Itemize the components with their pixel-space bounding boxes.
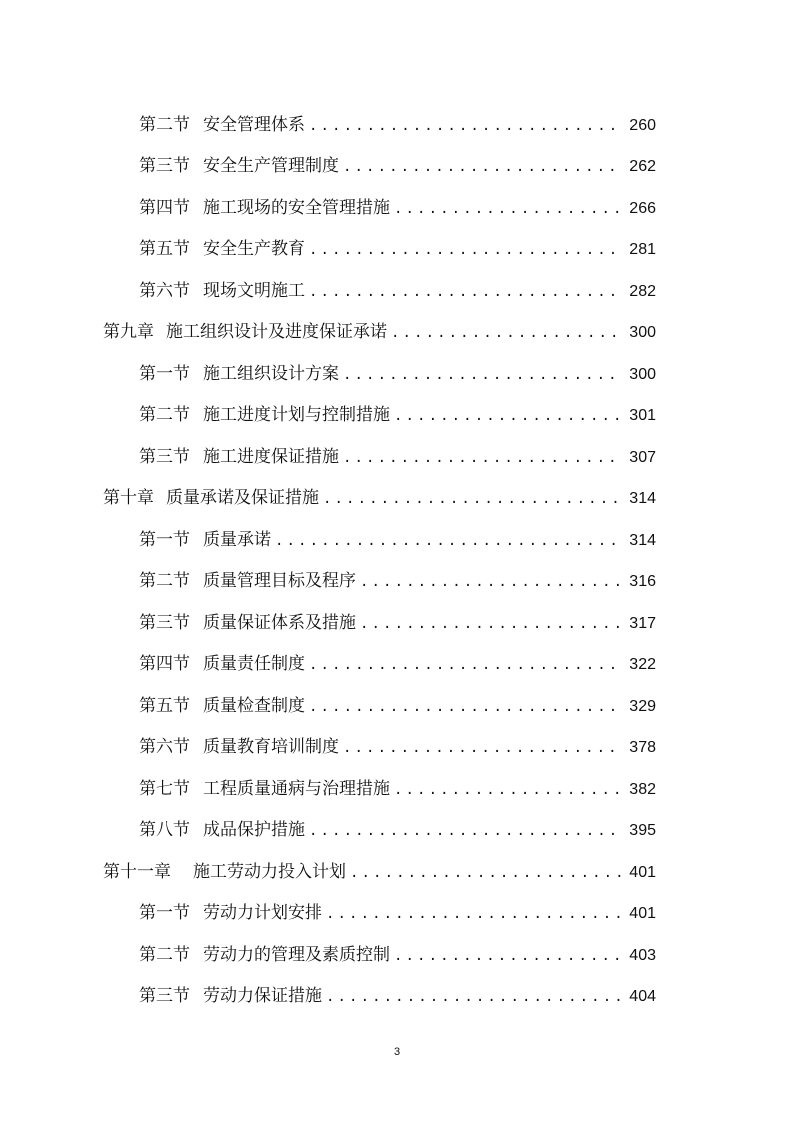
toc-entry-page: 329 (629, 698, 656, 715)
toc-chapter-entry[interactable] (103, 321, 656, 344)
toc-entry[interactable] (139, 197, 656, 220)
toc-entry[interactable] (139, 280, 656, 303)
toc-entry-page: 260 (629, 117, 656, 134)
dot-leader (343, 364, 623, 386)
toc-entry-title: 工程质量通病与治理措施 (203, 779, 390, 799)
toc-entry-page: 266 (629, 200, 656, 217)
toc-entry-page: 314 (629, 532, 656, 549)
dot-leader (394, 779, 623, 801)
toc-entry[interactable] (139, 736, 656, 759)
dot-leader (323, 488, 623, 510)
dot-leader (394, 405, 623, 427)
toc-entry-title: 施工劳动力投入计划 (193, 862, 346, 882)
toc-entry-label: 第八节 (139, 820, 190, 840)
toc-entry-page: 322 (629, 656, 656, 673)
toc-entry[interactable] (139, 363, 656, 386)
toc-entry[interactable] (139, 529, 656, 552)
toc-entry-label: 第三节 (139, 447, 190, 467)
dot-leader (309, 115, 623, 137)
toc-entry-page: 317 (629, 615, 656, 632)
toc-entry-title: 劳动力的管理及素质控制 (203, 945, 390, 965)
toc-entry-title: 安全生产管理制度 (203, 156, 339, 176)
dot-leader (343, 737, 623, 759)
toc-entry-label: 第三节 (139, 156, 190, 176)
toc-entry[interactable] (139, 985, 656, 1008)
toc-entry-title: 质量承诺 (203, 530, 271, 550)
dot-leader (391, 322, 623, 344)
dot-leader (275, 530, 623, 552)
toc-entry-title: 安全管理体系 (203, 115, 305, 135)
toc-entry-page: 401 (629, 864, 656, 881)
toc-entry-label: 第二节 (139, 405, 190, 425)
dot-leader (343, 447, 623, 469)
toc-entry[interactable] (139, 446, 656, 469)
toc-entry-label: 第四节 (139, 654, 190, 674)
toc-entry[interactable] (139, 404, 656, 427)
toc-entry-label: 第六节 (139, 737, 190, 757)
toc-entry-label: 第六节 (139, 281, 190, 301)
toc-entry-label: 第二节 (139, 945, 190, 965)
toc-entry-label: 第九章 (103, 322, 154, 342)
toc-entry-page: 316 (629, 573, 656, 590)
toc-entry-label: 第一节 (139, 530, 190, 550)
toc-entry-title: 质量保证体系及措施 (203, 613, 356, 633)
toc-entry-page: 262 (629, 158, 656, 175)
toc-entry[interactable] (139, 238, 656, 261)
toc-entry-label: 第五节 (139, 239, 190, 259)
toc-entry-label: 第十一章 (103, 862, 171, 882)
toc-entry[interactable] (139, 778, 656, 801)
toc-entry-page: 282 (629, 283, 656, 300)
toc-entry[interactable] (139, 944, 656, 967)
dot-leader (350, 862, 623, 884)
toc-entry-title: 安全生产教育 (203, 239, 305, 259)
toc-entry[interactable] (139, 570, 656, 593)
toc-entry-label: 第二节 (139, 115, 190, 135)
toc-entry-label: 第三节 (139, 613, 190, 633)
toc-entry-title: 现场文明施工 (203, 281, 305, 301)
toc-entry-title: 质量检查制度 (203, 696, 305, 716)
toc-entry-page: 300 (629, 366, 656, 383)
toc-chapter-entry[interactable] (103, 861, 656, 884)
toc-entry-label: 第四节 (139, 198, 190, 218)
toc-entry[interactable] (139, 612, 656, 635)
toc-entry-page: 378 (629, 739, 656, 756)
toc-entry-title: 施工组织设计方案 (203, 364, 339, 384)
dot-leader (360, 613, 623, 635)
dot-leader (343, 156, 623, 178)
dot-leader (309, 281, 623, 303)
toc-entry-page: 404 (629, 988, 656, 1005)
toc-entry-page: 307 (629, 449, 656, 466)
toc-entry-page: 301 (629, 407, 656, 424)
toc-entry[interactable] (139, 819, 656, 842)
toc-entry-page: 395 (629, 822, 656, 839)
toc-chapter-entry[interactable] (103, 487, 656, 510)
toc-entry[interactable] (139, 653, 656, 676)
toc-entry-title: 质量责任制度 (203, 654, 305, 674)
toc-entry-label: 第二节 (139, 571, 190, 591)
toc-entry-label: 第一节 (139, 903, 190, 923)
toc-entry-title: 质量管理目标及程序 (203, 571, 356, 591)
toc-entry[interactable] (139, 902, 656, 925)
toc-entry-title: 施工进度保证措施 (203, 447, 339, 467)
toc-entry-page: 401 (629, 905, 656, 922)
toc-entry-page: 314 (629, 490, 656, 507)
dot-leader (309, 239, 623, 261)
dot-leader (309, 696, 623, 718)
toc-entry-label: 第十章 (103, 488, 154, 508)
dot-leader (326, 986, 623, 1008)
dot-leader (326, 903, 623, 925)
toc-entry-title: 成品保护措施 (203, 820, 305, 840)
toc-entry[interactable] (139, 114, 656, 137)
toc-entry-title: 质量教育培训制度 (203, 737, 339, 757)
toc-entry-label: 第三节 (139, 986, 190, 1006)
toc-entry-title: 施工组织设计及进度保证承诺 (166, 322, 387, 342)
toc-entry-label: 第一节 (139, 364, 190, 384)
toc-entry-title: 施工现场的安全管理措施 (203, 198, 390, 218)
toc-entry-page: 300 (629, 324, 656, 341)
dot-leader (394, 945, 623, 967)
toc-entry-title: 质量承诺及保证措施 (166, 488, 319, 508)
toc-entry-label: 第七节 (139, 779, 190, 799)
dot-leader (394, 198, 623, 220)
toc-entry-page: 281 (629, 241, 656, 258)
toc-entry-title: 劳动力计划安排 (203, 903, 322, 923)
toc-entry-title: 劳动力保证措施 (203, 986, 322, 1006)
toc-entry-label: 第五节 (139, 696, 190, 716)
toc-entry[interactable] (139, 155, 656, 178)
page-number: 3 (393, 1046, 401, 1058)
toc-entry[interactable] (139, 695, 656, 718)
dot-leader (360, 571, 623, 593)
toc-entry-page: 382 (629, 781, 656, 798)
toc-entry-page: 403 (629, 947, 656, 964)
dot-leader (309, 654, 623, 676)
toc-entry-title: 施工进度计划与控制措施 (203, 405, 390, 425)
dot-leader (309, 820, 623, 842)
